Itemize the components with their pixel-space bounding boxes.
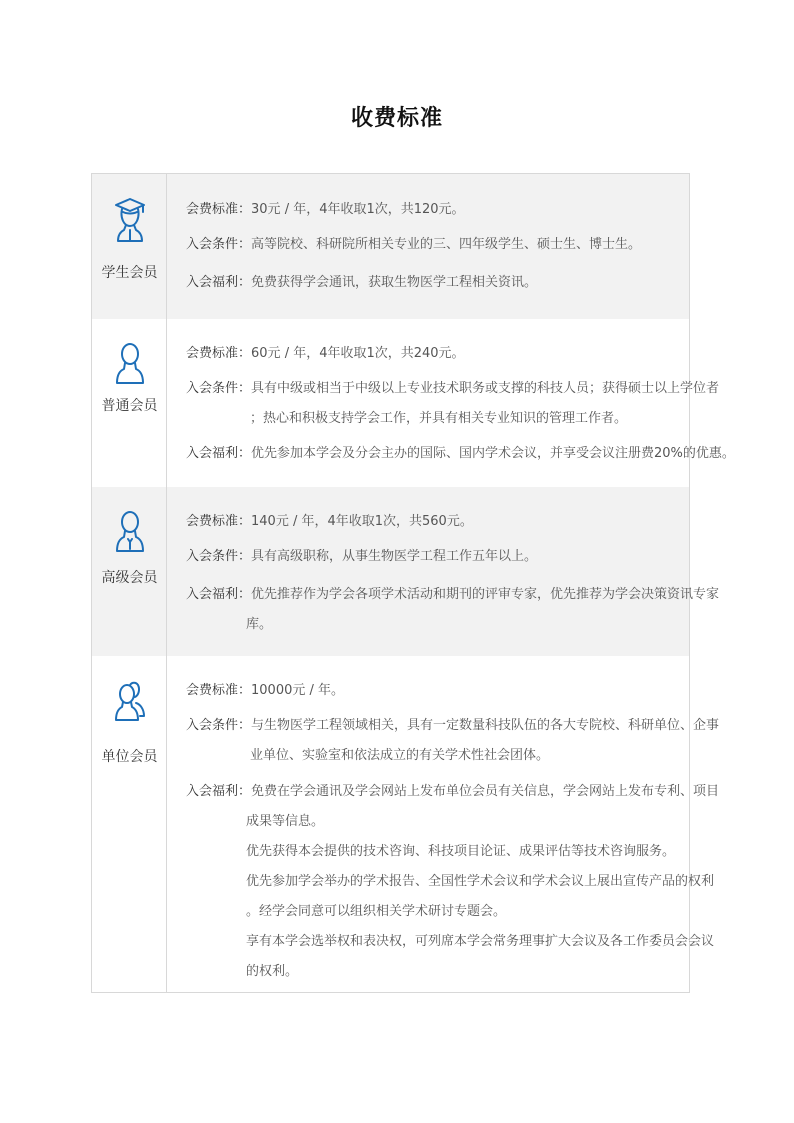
benefit-text: 优先推荐作为学会各项学术活动和期刊的评审专家，优先推荐为学会决策资讯专家	[251, 587, 720, 602]
benefit-text: 免费获得学会通讯，获取生物医学工程相关资讯。	[251, 275, 538, 290]
row-institution	[92, 656, 720, 992]
benefit-line	[186, 777, 719, 807]
fee-line	[186, 676, 344, 706]
benefit-label: 入会福利：	[186, 587, 252, 602]
fee-value: 140元 / 年，4年收取1次，共560元。	[251, 514, 473, 529]
benefit-label: 入会福利：	[186, 446, 252, 461]
benefit-text-cont: 成果等信息。	[246, 814, 325, 829]
member-type-cell	[92, 487, 167, 656]
benefit-text-cont: 库。	[246, 617, 273, 632]
condition-label: 入会条件：	[186, 381, 252, 396]
condition-line	[186, 230, 641, 260]
benefit-text: 免费在学会通讯及学会网站上发布单位会员有关信息，学会网站上发布专利、项目	[251, 784, 720, 799]
condition-label: 入会条件：	[186, 549, 252, 564]
page-title: 收费标准	[350, 106, 443, 131]
benefit-text-cont: 的权利。	[246, 964, 299, 979]
senior-person-icon	[112, 509, 148, 557]
person-icon	[112, 341, 148, 389]
condition-label: 入会条件：	[186, 718, 252, 733]
row-senior	[92, 487, 720, 656]
member-type-cell	[92, 656, 167, 992]
benefit-text-cont: 享有本学会选举权和表决权，可列席本学会常务理事扩大会议及各工作委员会会议	[246, 934, 715, 949]
member-type-label: 学生会员	[101, 265, 158, 281]
member-type-label: 单位会员	[101, 749, 158, 765]
row-regular	[92, 319, 735, 487]
fee-value: 60元 / 年，4年收取1次，共240元。	[251, 346, 465, 361]
condition-text: 高等院校、科研院所相关专业的三、四年级学生、硕士生、博士生。	[251, 237, 642, 252]
benefit-line	[186, 268, 537, 298]
benefit-line	[186, 580, 719, 610]
condition-text: 具有高级职称，从事生物医学工程工作五年以上。	[251, 549, 538, 564]
fee-value: 10000元 / 年。	[251, 683, 345, 698]
fee-label: 会费标准：	[186, 346, 252, 361]
condition-text: 与生物医学工程领域相关，具有一定数量科技队伍的各大专院校、科研单位、企事	[251, 718, 720, 733]
benefit-line	[186, 439, 735, 469]
fee-value: 30元 / 年，4年收取1次，共120元。	[251, 202, 465, 217]
member-type-label: 高级会员	[101, 570, 158, 586]
member-type-cell	[92, 174, 167, 319]
condition-line	[186, 542, 537, 572]
fee-label: 会费标准：	[186, 683, 252, 698]
fee-label: 会费标准：	[186, 202, 252, 217]
condition-line	[186, 711, 719, 741]
graduate-icon	[112, 196, 148, 244]
fee-table	[91, 173, 735, 993]
condition-label: 入会条件：	[186, 237, 252, 252]
benefit-text-cont: 优先参加学会举办的学术报告、全国性学术会议和学术会议上展出宣传产品的权利	[246, 874, 715, 889]
row-student	[92, 174, 689, 319]
condition-text: 具有中级或相当于中级以上专业技术职务或支撑的科技人员；获得硕士以上学位者	[251, 381, 720, 396]
member-type-label: 普通会员	[101, 398, 158, 414]
member-type-cell	[92, 319, 167, 487]
group-icon	[112, 678, 148, 726]
condition-line	[186, 374, 719, 404]
fee-line	[186, 195, 465, 225]
benefit-text-cont: 优先获得本会提供的技术咨询、科技项目论证、成果评估等技术咨询服务。	[246, 844, 676, 859]
condition-text-cont: ；热心和积极支持学会工作，并具有相关专业知识的管理工作者。	[250, 411, 628, 426]
condition-text-cont: 业单位、实验室和依法成立的有关学术性社会团体。	[250, 748, 550, 763]
fee-label: 会费标准：	[186, 514, 252, 529]
benefit-label: 入会福利：	[186, 275, 252, 290]
benefit-label: 入会福利：	[186, 784, 252, 799]
fee-line	[186, 339, 465, 369]
benefit-text-cont: 。经学会同意可以组织相关学术研讨专题会。	[246, 904, 507, 919]
benefit-text: 优先参加本学会及分会主办的国际、国内学术会议，并享受会议注册费20%的优惠。	[251, 446, 735, 461]
fee-line	[186, 507, 473, 537]
